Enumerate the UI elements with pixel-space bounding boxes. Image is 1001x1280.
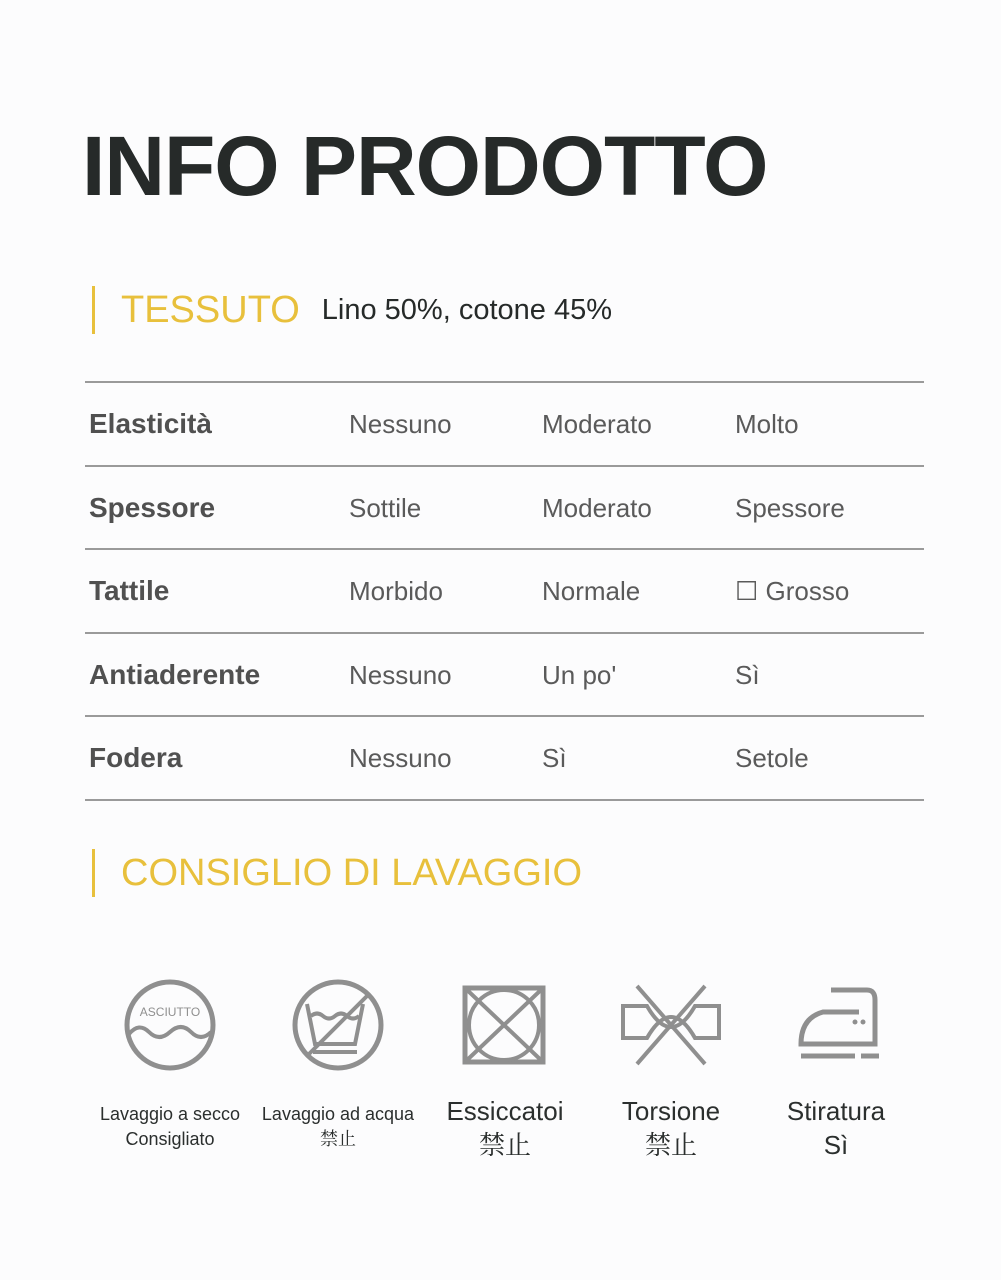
accent-bar	[92, 286, 95, 334]
table-row	[85, 467, 924, 551]
page-title: INFO PRODOTTO	[82, 119, 768, 213]
option: Nessuno	[349, 743, 452, 774]
care-status: Consigliato	[125, 1129, 215, 1149]
row-label: Spessore	[89, 491, 216, 523]
option: Nessuno	[349, 659, 452, 690]
option: Sì	[735, 659, 760, 690]
care-status: 禁止	[644, 1130, 697, 1160]
option: Moderato	[542, 409, 652, 439]
care-label: Stiratura	[786, 1096, 886, 1126]
option: Sottile	[349, 492, 422, 523]
care-item	[420, 978, 590, 1162]
row-label: Tattile	[89, 575, 170, 607]
no-wring-icon	[621, 978, 721, 1072]
washing-section	[92, 849, 582, 897]
option: Molto	[735, 409, 799, 439]
option: Nessuno	[349, 409, 452, 439]
option: Un po'	[542, 659, 617, 690]
row-label: Elasticità	[89, 408, 212, 439]
care-item	[253, 978, 423, 1152]
care-status: 禁止	[320, 1129, 356, 1149]
dry-clean-icon	[123, 978, 217, 1072]
care-item	[586, 978, 756, 1162]
care-label: Lavaggio a secco	[99, 1104, 241, 1124]
row-label: Fodera	[89, 742, 183, 774]
fabric-composition: Lino 50%, cotone 45%	[321, 293, 612, 326]
option: ☐ Grosso	[735, 576, 850, 607]
care-label: Essiccatoi	[446, 1096, 564, 1126]
care-status: 禁止	[478, 1130, 531, 1160]
option: Morbido	[349, 576, 443, 607]
care-label: Lavaggio ad acqua	[261, 1104, 415, 1124]
table-row	[85, 634, 924, 718]
iron-icon	[789, 978, 883, 1072]
svg-text:ASCIUTTO: ASCIUTTO	[139, 1005, 201, 1019]
no-water-wash-icon	[291, 978, 385, 1072]
care-item	[751, 978, 921, 1162]
table-row	[85, 550, 924, 634]
fabric-heading: TESSUTO	[121, 288, 300, 331]
table-row	[85, 717, 924, 801]
option: Moderato	[542, 492, 652, 523]
option: Normale	[542, 576, 641, 607]
care-status: Sì	[823, 1130, 849, 1160]
accent-bar	[92, 849, 95, 897]
table-row	[85, 383, 924, 467]
care-label: Torsione	[621, 1096, 721, 1126]
option: Sì	[542, 743, 567, 774]
care-item	[85, 978, 255, 1152]
washing-heading: CONSIGLIO DI LAVAGGIO	[121, 851, 583, 894]
option: Spessore	[735, 492, 845, 523]
row-label: Antiaderente	[89, 658, 261, 690]
properties-table	[85, 381, 924, 801]
no-tumble-dry-icon	[458, 978, 552, 1072]
option: Setole	[735, 743, 809, 774]
fabric-section	[92, 286, 612, 334]
